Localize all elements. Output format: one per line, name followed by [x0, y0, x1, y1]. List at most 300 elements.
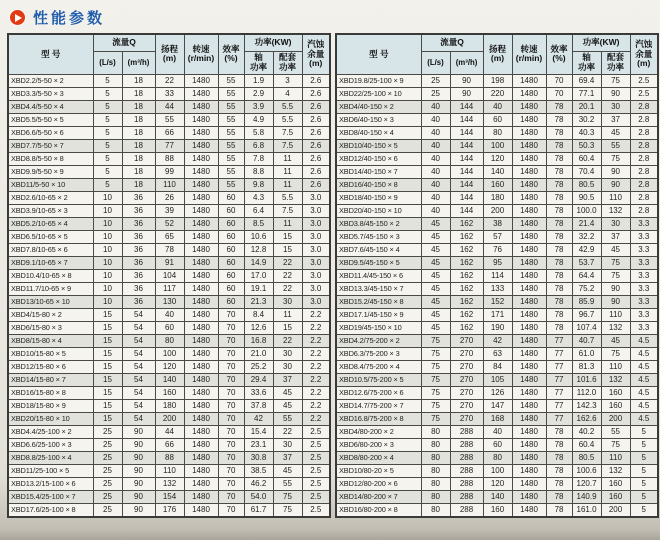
head-label: 扬程	[160, 43, 178, 54]
value-cell: 60	[218, 269, 244, 282]
table-row	[336, 282, 658, 295]
value-cell: 78	[546, 321, 572, 334]
value-cell: 1480	[512, 152, 546, 165]
value-cell: 1480	[184, 100, 218, 113]
model-cell: XBD11/5-50 × 10	[8, 178, 93, 191]
value-cell: 176	[155, 503, 184, 517]
value-cell: 1480	[512, 438, 546, 451]
value-cell: 45	[421, 308, 450, 321]
value-cell: 10	[93, 243, 122, 256]
value-cell: 15	[273, 230, 302, 243]
value-cell: 70	[546, 74, 572, 87]
value-cell: 144	[450, 139, 483, 152]
value-cell: 16.8	[244, 334, 273, 347]
value-cell: 18	[122, 126, 155, 139]
value-cell: 45	[273, 386, 302, 399]
value-cell: 140.9	[572, 490, 601, 503]
value-cell: 120.7	[572, 477, 601, 490]
value-cell: 22	[273, 282, 302, 295]
value-cell: 78	[155, 243, 184, 256]
value-cell: 65	[155, 230, 184, 243]
value-cell: 10	[93, 230, 122, 243]
value-cell: 54	[122, 412, 155, 425]
value-cell: 112.0	[572, 386, 601, 399]
value-cell: 1480	[184, 165, 218, 178]
col-header-flow-ls: (L/s)	[421, 51, 450, 74]
value-cell: 69.4	[572, 74, 601, 87]
value-cell: 76	[483, 243, 512, 256]
value-cell: 30	[273, 295, 302, 308]
value-cell: 37	[273, 451, 302, 464]
value-cell: 30	[273, 347, 302, 360]
model-cell: XBD18/40-150 × 9	[336, 191, 421, 204]
value-cell: 1480	[184, 334, 218, 347]
value-cell: 1480	[184, 490, 218, 503]
table-row	[8, 152, 330, 165]
value-cell: 15.4	[244, 425, 273, 438]
value-cell: 54	[122, 321, 155, 334]
value-cell: 80.5	[572, 178, 601, 191]
model-cell: XBD13/10-65 × 10	[8, 295, 93, 308]
value-cell: 1480	[184, 425, 218, 438]
table-row	[336, 490, 658, 503]
value-cell: 3.0	[302, 217, 330, 230]
value-cell: 75	[421, 386, 450, 399]
shaft-power-label-1: 轴	[254, 52, 263, 62]
value-cell: 8.8	[244, 165, 273, 178]
value-cell: 1480	[512, 477, 546, 490]
table-row	[8, 230, 330, 243]
value-cell: 75	[601, 256, 630, 269]
value-cell: 55	[218, 165, 244, 178]
col-header-model: 型 号	[336, 34, 421, 74]
value-cell: 90	[601, 178, 630, 191]
model-cell: XBD19/45-150 × 10	[336, 321, 421, 334]
value-cell: 2.2	[302, 334, 330, 347]
table-row	[8, 126, 330, 139]
table-row	[8, 477, 330, 490]
value-cell: 78	[546, 451, 572, 464]
value-cell: 200	[601, 412, 630, 425]
value-cell: 95	[483, 256, 512, 269]
model-cell: XBD4/15-80 × 2	[8, 308, 93, 321]
value-cell: 12.6	[244, 321, 273, 334]
tables-container	[0, 33, 660, 518]
value-cell: 75	[601, 74, 630, 87]
value-cell: 78	[546, 139, 572, 152]
performance-table-left	[7, 33, 331, 518]
value-cell: 60	[218, 256, 244, 269]
value-cell: 75	[421, 347, 450, 360]
value-cell: 132	[601, 373, 630, 386]
value-cell: 45	[421, 256, 450, 269]
value-cell: 75	[273, 503, 302, 517]
value-cell: 110	[155, 178, 184, 191]
model-cell: XBD15.2/45-150 × 8	[336, 295, 421, 308]
value-cell: 140	[155, 373, 184, 386]
value-cell: 130	[155, 295, 184, 308]
value-cell: 70	[218, 438, 244, 451]
value-cell: 36	[122, 282, 155, 295]
value-cell: 90	[122, 490, 155, 503]
value-cell: 10	[93, 204, 122, 217]
value-cell: 4.5	[630, 399, 658, 412]
table-row	[8, 347, 330, 360]
value-cell: 160	[483, 503, 512, 517]
value-cell: 10	[93, 269, 122, 282]
model-cell: XBD6/40-150 × 3	[336, 113, 421, 126]
col-header-speed	[512, 34, 546, 74]
col-header-head	[155, 34, 184, 74]
value-cell: 18	[122, 87, 155, 100]
value-cell: 36	[122, 230, 155, 243]
value-cell: 15	[93, 373, 122, 386]
table-row	[336, 191, 658, 204]
value-cell: 54	[122, 373, 155, 386]
value-cell: 26	[155, 191, 184, 204]
value-cell: 120	[483, 477, 512, 490]
value-cell: 70	[218, 503, 244, 517]
value-cell: 55	[273, 412, 302, 425]
value-cell: 1480	[184, 477, 218, 490]
table-row	[8, 386, 330, 399]
value-cell: 45	[601, 126, 630, 139]
value-cell: 22	[273, 256, 302, 269]
value-cell: 1480	[512, 217, 546, 230]
value-cell: 55	[218, 152, 244, 165]
speed-label: 转速	[520, 43, 538, 54]
value-cell: 110	[601, 191, 630, 204]
value-cell: 77	[155, 139, 184, 152]
value-cell: 5	[93, 126, 122, 139]
value-cell: 50.3	[572, 139, 601, 152]
value-cell: 1480	[512, 243, 546, 256]
value-cell: 18	[122, 152, 155, 165]
value-cell: 60	[218, 243, 244, 256]
value-cell: 160	[483, 178, 512, 191]
table-row	[336, 503, 658, 517]
value-cell: 100	[483, 139, 512, 152]
model-cell: XBD8/80-200 × 4	[336, 451, 421, 464]
value-cell: 1480	[512, 165, 546, 178]
value-cell: 1480	[184, 412, 218, 425]
table-row	[8, 308, 330, 321]
value-cell: 77	[546, 386, 572, 399]
value-cell: 29.4	[244, 373, 273, 386]
value-cell: 5	[93, 74, 122, 87]
model-cell: XBD3.9/10-65 × 3	[8, 204, 93, 217]
table-row	[336, 477, 658, 490]
model-cell: XBD15.4/25-100 × 7	[8, 490, 93, 503]
value-cell: 160	[601, 490, 630, 503]
model-cell: XBD13.2/15-100 × 6	[8, 477, 93, 490]
value-cell: 1480	[184, 152, 218, 165]
value-cell: 162	[450, 243, 483, 256]
value-cell: 40	[421, 100, 450, 113]
table-row	[8, 373, 330, 386]
value-cell: 140	[483, 165, 512, 178]
value-cell: 55	[601, 425, 630, 438]
table-row	[336, 347, 658, 360]
model-cell: XBD6.6/5-50 × 6	[8, 126, 93, 139]
value-cell: 91	[155, 256, 184, 269]
value-cell: 22	[273, 269, 302, 282]
shaft-power-label-2: 功率	[249, 61, 267, 72]
model-cell: XBD16/40-150 × 8	[336, 178, 421, 191]
model-cell: XBD10/80-20 × 5	[336, 464, 421, 477]
value-cell: 1480	[184, 321, 218, 334]
value-cell: 1.9	[244, 74, 273, 87]
head-unit: (m)	[162, 53, 177, 64]
value-cell: 77	[546, 373, 572, 386]
value-cell: 78	[546, 269, 572, 282]
matched-power-label-2: 功率	[279, 61, 297, 72]
value-cell: 4.9	[244, 113, 273, 126]
value-cell: 1480	[512, 100, 546, 113]
shaft-power-label-1: 轴	[582, 52, 591, 62]
value-cell: 40.2	[572, 425, 601, 438]
value-cell: 5	[630, 490, 658, 503]
value-cell: 1480	[184, 113, 218, 126]
play-icon	[10, 10, 25, 25]
table-row	[336, 425, 658, 438]
value-cell: 270	[450, 412, 483, 425]
value-cell: 101.6	[572, 373, 601, 386]
col-header-matched-power	[601, 51, 630, 74]
value-cell: 1480	[512, 191, 546, 204]
value-cell: 1480	[512, 451, 546, 464]
col-header-shaft-power	[244, 51, 273, 74]
value-cell: 162	[450, 230, 483, 243]
value-cell: 162	[450, 269, 483, 282]
value-cell: 55	[218, 126, 244, 139]
value-cell: 100	[155, 347, 184, 360]
value-cell: 1480	[512, 425, 546, 438]
value-cell: 1480	[512, 230, 546, 243]
value-cell: 10	[93, 256, 122, 269]
model-cell: XBD6/80-200 × 3	[336, 438, 421, 451]
value-cell: 15	[93, 334, 122, 347]
model-cell: XBD11/25-100 × 5	[8, 464, 93, 477]
value-cell: 2.5	[302, 451, 330, 464]
table-row	[8, 425, 330, 438]
value-cell: 180	[155, 399, 184, 412]
value-cell: 64.4	[572, 269, 601, 282]
value-cell: 80	[421, 438, 450, 451]
value-cell: 70	[218, 321, 244, 334]
value-cell: 288	[450, 425, 483, 438]
value-cell: 25	[93, 464, 122, 477]
value-cell: 54	[122, 308, 155, 321]
value-cell: 40	[421, 165, 450, 178]
value-cell: 1480	[512, 126, 546, 139]
value-cell: 1480	[512, 282, 546, 295]
value-cell: 2.5	[302, 438, 330, 451]
value-cell: 30.8	[244, 451, 273, 464]
value-cell: 3.0	[302, 230, 330, 243]
value-cell: 3.9	[244, 100, 273, 113]
value-cell: 90	[122, 464, 155, 477]
value-cell: 36	[122, 256, 155, 269]
model-cell: XBD14/15-80 × 7	[8, 373, 93, 386]
value-cell: 25	[93, 451, 122, 464]
value-cell: 90	[122, 503, 155, 517]
model-cell: XBD11.7/10-65 × 9	[8, 282, 93, 295]
col-header-flow-m3h: (m³/h)	[450, 51, 483, 74]
value-cell: 3.3	[630, 282, 658, 295]
table-row	[336, 386, 658, 399]
table-row	[336, 217, 658, 230]
value-cell: 78	[546, 230, 572, 243]
value-cell: 5	[93, 165, 122, 178]
value-cell: 1480	[184, 386, 218, 399]
value-cell: 60.4	[572, 438, 601, 451]
model-cell: XBD3.3/5-50 × 3	[8, 87, 93, 100]
value-cell: 3.3	[630, 295, 658, 308]
value-cell: 11	[273, 217, 302, 230]
value-cell: 25	[93, 438, 122, 451]
value-cell: 1480	[512, 334, 546, 347]
value-cell: 10	[93, 217, 122, 230]
value-cell: 144	[450, 178, 483, 191]
col-header-flow-group: 流量Q	[421, 34, 483, 51]
col-header-speed	[184, 34, 218, 74]
value-cell: 78	[546, 464, 572, 477]
value-cell: 80	[155, 334, 184, 347]
col-header-power-group: 功率(KW)	[572, 34, 630, 51]
value-cell: 45	[421, 282, 450, 295]
value-cell: 18	[122, 113, 155, 126]
value-cell: 25	[421, 74, 450, 87]
table-row	[336, 334, 658, 347]
value-cell: 140	[483, 490, 512, 503]
value-cell: 288	[450, 464, 483, 477]
table-row	[8, 321, 330, 334]
table-row	[336, 321, 658, 334]
table-row	[8, 464, 330, 477]
value-cell: 46.2	[244, 477, 273, 490]
table-row	[8, 165, 330, 178]
value-cell: 160	[601, 477, 630, 490]
value-cell: 1480	[184, 399, 218, 412]
value-cell: 52	[155, 217, 184, 230]
value-cell: 15	[93, 360, 122, 373]
value-cell: 2.5	[302, 490, 330, 503]
value-cell: 84	[483, 360, 512, 373]
model-cell: XBD12/80-200 × 6	[336, 477, 421, 490]
value-cell: 40	[483, 100, 512, 113]
value-cell: 75	[421, 373, 450, 386]
value-cell: 8.5	[244, 217, 273, 230]
value-cell: 45	[421, 230, 450, 243]
value-cell: 21.4	[572, 217, 601, 230]
value-cell: 3.0	[302, 295, 330, 308]
value-cell: 70	[218, 334, 244, 347]
value-cell: 78	[546, 438, 572, 451]
value-cell: 1480	[512, 412, 546, 425]
value-cell: 2.6	[302, 113, 330, 126]
value-cell: 53.7	[572, 256, 601, 269]
matched-power-label-1: 配套	[279, 52, 297, 62]
value-cell: 3.0	[302, 282, 330, 295]
value-cell: 45	[421, 321, 450, 334]
model-cell: XBD8/40-150 × 4	[336, 126, 421, 139]
value-cell: 90	[122, 477, 155, 490]
col-header-npsh	[302, 34, 330, 74]
value-cell: 1480	[184, 360, 218, 373]
value-cell: 25	[421, 87, 450, 100]
model-cell: XBD16.8/75-200 × 8	[336, 412, 421, 425]
value-cell: 15	[93, 308, 122, 321]
value-cell: 23.1	[244, 438, 273, 451]
value-cell: 110	[155, 464, 184, 477]
value-cell: 270	[450, 360, 483, 373]
value-cell: 5	[630, 438, 658, 451]
value-cell: 25.2	[244, 360, 273, 373]
model-cell: XBD6.5/10-65 × 5	[8, 230, 93, 243]
value-cell: 2.2	[302, 308, 330, 321]
value-cell: 36	[122, 295, 155, 308]
value-cell: 81.3	[572, 360, 601, 373]
value-cell: 39	[155, 204, 184, 217]
value-cell: 200	[601, 503, 630, 517]
col-header-flow-group: 流量Q	[93, 34, 155, 51]
value-cell: 114	[483, 269, 512, 282]
value-cell: 20.1	[572, 100, 601, 113]
value-cell: 1480	[512, 386, 546, 399]
value-cell: 1480	[512, 360, 546, 373]
value-cell: 8.4	[244, 308, 273, 321]
value-cell: 144	[450, 204, 483, 217]
value-cell: 18	[122, 100, 155, 113]
value-cell: 1480	[184, 503, 218, 517]
table-row	[336, 100, 658, 113]
value-cell: 78	[546, 308, 572, 321]
model-cell: XBD20/15-80 × 10	[8, 412, 93, 425]
value-cell: 1480	[184, 87, 218, 100]
value-cell: 40	[421, 139, 450, 152]
value-cell: 1480	[512, 178, 546, 191]
value-cell: 2.8	[630, 152, 658, 165]
value-cell: 57	[483, 230, 512, 243]
efficiency-label: 效率	[222, 43, 240, 54]
value-cell: 55	[218, 139, 244, 152]
table-row	[8, 269, 330, 282]
value-cell: 100.0	[572, 204, 601, 217]
col-header-flow-ls: (L/s)	[93, 51, 122, 74]
value-cell: 75.2	[572, 282, 601, 295]
value-cell: 1480	[512, 139, 546, 152]
value-cell: 200	[155, 412, 184, 425]
model-cell: XBD12.6/75-200 × 6	[336, 386, 421, 399]
table-row	[8, 100, 330, 113]
value-cell: 78	[546, 256, 572, 269]
value-cell: 1480	[184, 347, 218, 360]
table-row	[8, 139, 330, 152]
model-cell: XBD4/80-200 × 2	[336, 425, 421, 438]
value-cell: 60	[218, 230, 244, 243]
value-cell: 2.2	[302, 373, 330, 386]
head-label: 扬程	[489, 43, 507, 54]
value-cell: 2.6	[302, 152, 330, 165]
table-row	[336, 243, 658, 256]
table-row	[336, 230, 658, 243]
value-cell: 22	[273, 334, 302, 347]
speed-unit: (r/min)	[187, 53, 215, 64]
value-cell: 40	[421, 204, 450, 217]
section-header	[0, 0, 660, 33]
table-row	[336, 295, 658, 308]
